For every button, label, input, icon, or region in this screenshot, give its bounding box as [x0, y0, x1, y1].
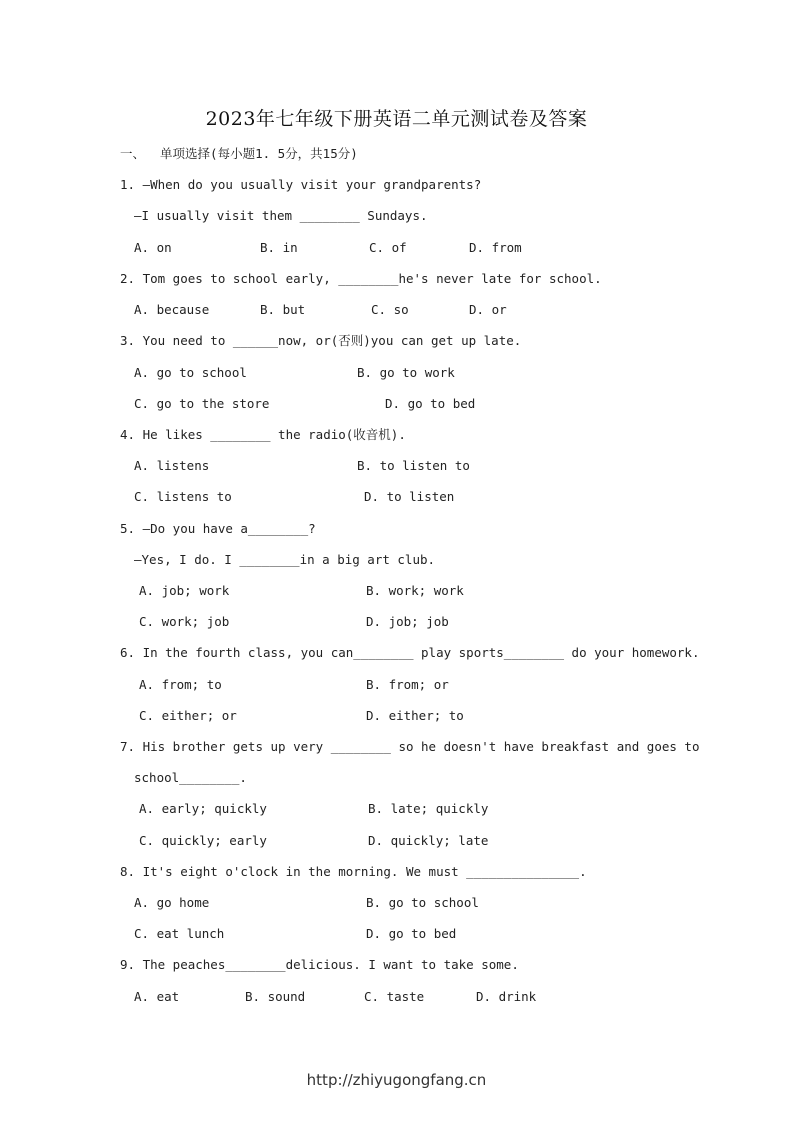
question-1-stem: 1. —When do you usually visit your grandparents? — [120, 177, 482, 192]
question-2-option-a: A. because — [134, 302, 210, 317]
question-1-option-d: D. from — [469, 240, 522, 255]
question-3-option-b: B. go to work — [357, 365, 455, 380]
question-5-stem: 5. —Do you have a________? — [120, 521, 316, 536]
question-8-option-d: D. go to bed — [366, 926, 457, 941]
question-9-option-c: C. taste — [364, 989, 425, 1004]
question-9-option-a: A. eat — [134, 989, 180, 1004]
question-7-option-a: A. early; quickly — [139, 801, 267, 816]
question-9-option-b: B. sound — [245, 989, 306, 1004]
question-3-stem: 3. You need to ______now, or(否则)you can get up late. — [120, 333, 522, 348]
question-4-option-d: D. to listen — [364, 489, 455, 504]
question-2-option-b: B. but — [260, 302, 306, 317]
question-3-option-a: A. go to school — [134, 365, 247, 380]
question-7-stem-continued: school________. — [134, 770, 247, 785]
question-1-answer-line: —I usually visit them ________ Sundays. — [134, 208, 428, 223]
question-4-option-c: C. listens to — [134, 489, 232, 504]
section-heading: 一、 单项选择(每小题1. 5分，共15分) — [120, 146, 358, 161]
question-7-option-b: B. late; quickly — [368, 801, 489, 816]
question-6-option-d: D. either; to — [366, 708, 464, 723]
question-9-option-d: D. drink — [476, 989, 537, 1004]
question-2-option-d: D. or — [469, 302, 507, 317]
question-9-stem: 9. The peaches________delicious. I want to take some. — [120, 957, 519, 972]
question-1-option-b: B. in — [260, 240, 298, 255]
question-5-answer-line: —Yes, I do. I ________in a big art club. — [134, 552, 436, 567]
question-4-option-a: A. listens — [134, 458, 210, 473]
question-5-option-a: A. job; work — [139, 583, 230, 598]
question-3-option-d: D. go to bed — [385, 396, 476, 411]
question-4-stem: 4. He likes ________ the radio(收音机). — [120, 427, 406, 442]
question-8-option-b: B. go to school — [366, 895, 479, 910]
question-4-option-b: B. to listen to — [357, 458, 470, 473]
question-5-option-c: C. work; job — [139, 614, 230, 629]
question-6-stem: 6. In the fourth class, you can________ play sports________ do your homework. — [120, 645, 700, 660]
question-5-option-b: B. work; work — [366, 583, 464, 598]
question-6-option-c: C. either; or — [139, 708, 237, 723]
question-8-option-c: C. eat lunch — [134, 926, 225, 941]
page-title: 2023年七年级下册英语二单元测试卷及答案 — [205, 108, 588, 130]
question-2-option-c: C. so — [371, 302, 409, 317]
question-7-option-d: D. quickly; late — [368, 833, 489, 848]
question-7-option-c: C. quickly; early — [139, 833, 267, 848]
question-8-stem: 8. It's eight o'clock in the morning. We must _______________. — [120, 864, 587, 879]
question-5-option-d: D. job; job — [366, 614, 449, 629]
question-1-option-a: A. on — [134, 240, 172, 255]
question-7-stem: 7. His brother gets up very ________ so he doesn't have breakfast and goes to — [120, 739, 700, 754]
question-6-option-b: B. from; or — [366, 677, 449, 692]
question-3-option-c: C. go to the store — [134, 396, 270, 411]
question-8-option-a: A. go home — [134, 895, 210, 910]
question-2-stem: 2. Tom goes to school early, ________he's never late for school. — [120, 271, 602, 286]
footer-url: http://zhiyugongfang.cn — [306, 1071, 487, 1089]
question-1-option-c: C. of — [369, 240, 407, 255]
question-6-option-a: A. from; to — [139, 677, 222, 692]
